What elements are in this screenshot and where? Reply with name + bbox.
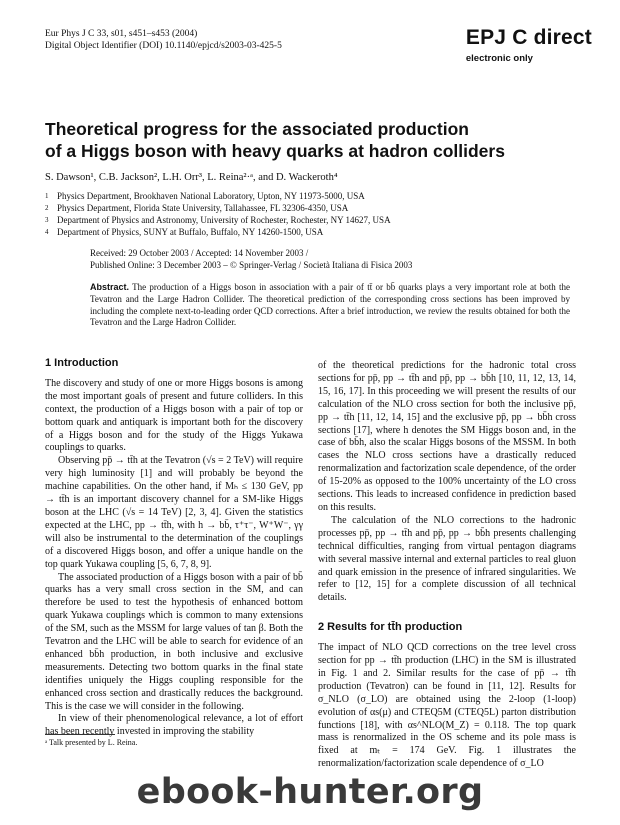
paragraph: Observing pp̄ → tt̄h at the Tevatron (√s = 2 TeV) will require very high luminosity [1] and will probably be beyond the machine capabilities. On the other hand, if Mₕ ≤ 130 GeV, pp → tt̄h is an important discovery channel for a SM-like Higgs boson at the LHC (√s = 14 TeV) [2, 3, 4]. Given the statistics expected at the LHC, pp → tt̄h, with h → bb̄, τ⁺τ⁻, W⁺W⁻, γγ will also be instrumental to the determination of the couplings of a discovered Higgs boson, and offer a unique handle on the top quark Yukawa coupling [5, 6, 7, 8, 9]. <box>45 455 303 570</box>
footnote-divider <box>45 734 115 735</box>
title-line-2: of a Higgs boson with heavy quarks at hadron colliders <box>45 141 505 161</box>
author-list: S. Dawson¹, C.B. Jackson², L.H. Orr³, L. Reina²·ᵃ, and D. Wackeroth⁴ <box>45 172 338 183</box>
paragraph: The associated production of a Higgs boson with a pair of bb̄ quarks has a very small cross section in the SM, and can therefore be used to test the hypothesis of enhanced bottom quark Yukawa couplings which is common to many extensions of the SM, such as the MSSM for large values of tan β. Both the Tevatron and the LHC will be able to search for evidence of an enhanced bb̄h production, in both inclusive and exclusive measurements. Detecting two bottom quarks in the final state identifies uniquely the Higgs coupling responsible for the enhanced cross section and drastically reduces the background. This is the case we will consider in the following. <box>45 571 303 712</box>
affiliation-text: Department of Physics, SUNY at Buffalo, Buffalo, NY 14260-1500, USA <box>57 227 324 237</box>
right-column <box>318 360 576 771</box>
footnote <box>45 738 137 747</box>
affiliation-number: 2 <box>45 204 49 212</box>
paragraph: The discovery and study of one or more Higgs bosons is among the most important goals of present and future colliders. In this context, the production of a Higgs boson with a pair of top or bottom quark and antiquark is important both for the discovery of a Higgs boson and for the study of the Higgs Yukawa couplings to quarks. <box>45 377 303 454</box>
journal-reference <box>45 28 282 52</box>
abstract <box>90 282 570 329</box>
affiliation-number: 3 <box>45 216 49 224</box>
abstract-label: Abstract. <box>90 282 130 292</box>
received-line: Received: 29 October 2003 / Accepted: 14 November 2003 / <box>90 248 309 258</box>
affiliation-item <box>45 190 391 202</box>
affiliation-text: Physics Department, Florida State University, Tallahassee, FL 32306-4350, USA <box>57 203 349 213</box>
footnote-marker: ᵃ <box>45 738 48 747</box>
affiliation-item <box>45 214 391 226</box>
doi-line: Digital Object Identifier (DOI) 10.1140/epjcd/s2003-03-425-5 <box>45 41 282 51</box>
affiliation-text: Department of Physics and Astronomy, University of Rochester, Rochester, NY 14627, USA <box>57 215 391 225</box>
published-line: Published Online: 3 December 2003 – © Springer-Verlag / Società Italiana di Fisica 2003 <box>90 260 413 270</box>
affiliation-number: 1 <box>45 192 49 200</box>
journal-citation: Eur Phys J C 33, s01, s451–s453 (2004) <box>45 29 198 39</box>
paragraph: The calculation of the NLO corrections to the hadronic processes pp̄, pp → tt̄h and pp̄, pp → bb̄h presents challenging technical difficulties, ranging from virtual pentagon diagrams with several massive internal and external particles to real gluon and quark emission in the presence of infrared singularities. We refer to [12, 15] for a complete discussion of all technical details. <box>318 514 576 604</box>
section-1-heading: 1 Introduction <box>45 357 119 369</box>
journal-logo <box>466 26 592 64</box>
watermark: ebook-hunter.org <box>136 772 484 812</box>
paragraph: The impact of NLO QCD corrections on the tree level cross section for pp → tt̄h production (LHC) in the SM is illustrated in Fig. 1 and 2. Similar results for the case of pp̄ → tt̄h production (Tevatron) can be found in [11, 12]. Results for σ_NLO (σ_LO) are obtained using the 2-loop (1-loop) evolution of αs(μ) and CTEQ5M (CTEQ5L) parton distribution functions [18], with αs^NLO(M_Z) = 0.118. The top quark mass is renormalized in the OS scheme and its pole mass is fixed at mₜ = 174 GeV. Fig. 1 illustrates the renormalization/factorization scale dependence of σ_LO <box>318 642 576 770</box>
logo-sub-text: electronic only <box>465 53 533 64</box>
affiliation-item <box>45 226 391 238</box>
left-column <box>45 357 303 739</box>
footnote-text: Talk presented by L. Reina. <box>49 738 138 747</box>
affiliation-text: Physics Department, Brookhaven National Laboratory, Upton, NY 11973-5000, USA <box>57 191 365 201</box>
publication-dates <box>90 247 412 271</box>
title-line-1: Theoretical progress for the associated production <box>45 119 469 139</box>
logo-main-text: EPJ C direct <box>465 26 592 49</box>
paragraph: In view of their phenomenological relevance, a lot of effort has been recently invested in improving the stability <box>45 713 303 738</box>
paragraph: of the theoretical predictions for the hadronic total cross sections for pp̄, pp → tt̄h and pp̄, pp → bb̄h [10, 11, 12, 13, 14, 15, 16, 17]. In this proceeding we will present the results of our calculation of the NLO cross section for both the inclusive pp̄, pp → tt̄h [11, 12, 14, 15] and the exclusive pp̄, pp → bb̄h cross sections [17], where h denotes the SM Higgs boson and, in the case of bb̄h, also the scalar Higgs bosons of the MSSM. In both cases the NLO cross sections have a drastically reduced renormalization and factorization scale dependence, of the order of 15-20% as opposed to the 100% uncertainty of the LO cross sections. This leads to increased confidence in prediction based on this results. <box>318 360 576 513</box>
affiliation-number: 4 <box>45 228 49 236</box>
abstract-text: The production of a Higgs boson in association with a pair of tt̄ or bb̄ quarks plays a very important role at both the Tevatron and the Large Hadron Collider. The theoretical prediction of the corresponding cross sections has been improved by including the complete next-to-leading order QCD corrections. After a brief introduction, we review the results obtained for both the Tevatron and the Large Hadron Collider. <box>90 282 570 328</box>
affiliation-list <box>45 190 391 238</box>
section-2-heading: 2 Results for tt̄h production <box>318 621 463 634</box>
affiliation-item <box>45 202 391 214</box>
paper-title <box>45 118 585 162</box>
